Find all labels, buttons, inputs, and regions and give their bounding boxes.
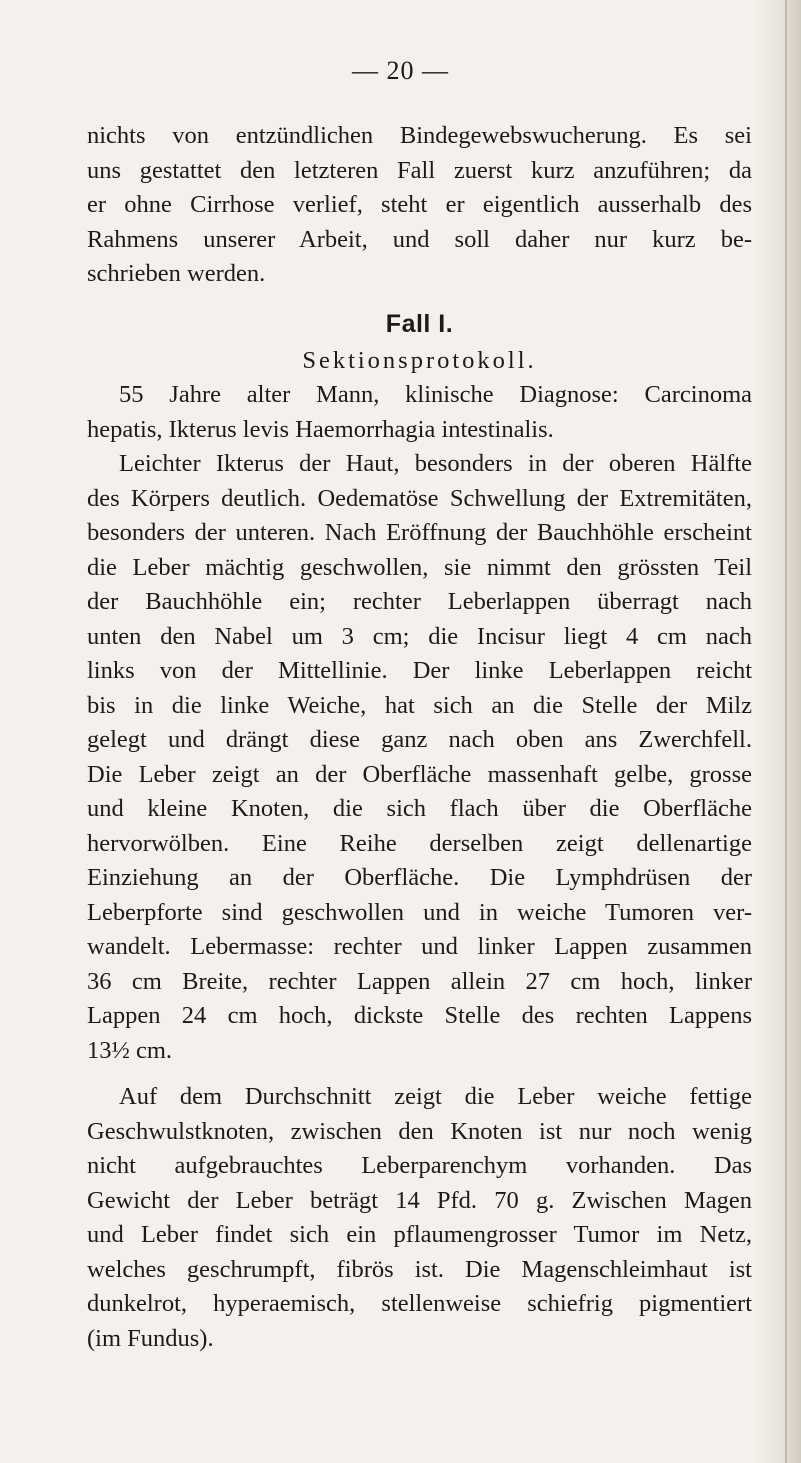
spacer (87, 292, 752, 304)
text-line: schrieben werden. (87, 260, 266, 287)
text-line: uns gestattet den letzteren Fall zuerst kurz anzuführen; da (87, 156, 752, 184)
text-line: besonders der unteren. Nach Eröffnung der Bauchhöhle erscheint (87, 519, 752, 546)
text-line: hepatis, Ikterus levis Haemorrhagia intestinalis. (87, 415, 554, 443)
text-line: Lappen 24 cm hoch, dickste Stelle des rechten Lappens (87, 1002, 752, 1029)
text-line: der Bauchhöhle ein; rechter Leberlappen überragt nach (87, 588, 752, 615)
text-line: er ohne Cirrhose verlief, steht er eigentlich ausserhalb des (87, 191, 752, 218)
text-line: Rahmens unserer Arbeit, und soll daher nur kurz be- (87, 225, 752, 253)
paragraph-4 (87, 1080, 752, 1356)
case-heading: Fall I. (385, 309, 454, 338)
text-line: gelegt und drängt diese ganz nach oben ans Zwerchfell. (87, 726, 752, 753)
text-line: nicht aufgebrauchtes Leberparenchym vorhanden. Das (87, 1152, 752, 1179)
text-line: Gewicht der Leber beträgt 14 Pfd. 70 g. Zwischen Magen (87, 1186, 752, 1214)
text-line: nichts von entzündlichen Bindegewebswucherung. Es sei (87, 122, 752, 149)
body-text (87, 119, 752, 1356)
paragraph-2 (87, 378, 752, 447)
text-line: hervorwölben. Eine Reihe derselben zeigt dellenartige (87, 829, 752, 857)
text-line: Geschwulstknoten, zwischen den Knoten ist nur noch wenig (87, 1117, 752, 1145)
page-edge-line (785, 0, 787, 1463)
text-line: 13½ cm. (87, 1036, 173, 1064)
text-line: des Körpers deutlich. Oedematöse Schwellung der Extremitäten, (87, 484, 752, 512)
text-line: Leichter Ikterus der Haut, besonders in der oberen Hälfte (119, 450, 752, 477)
text-line: unten den Nabel um 3 cm; die Incisur liegt 4 cm nach (87, 622, 752, 650)
text-line: (im Fundus). (87, 1324, 214, 1352)
page-edge-shadow (753, 0, 801, 1463)
text-line: links von der Mittellinie. Der linke Leberlappen reicht (87, 657, 752, 684)
paragraph-1 (87, 119, 752, 292)
text-line: Auf dem Durchschnitt zeigt die Leber weiche fettige (119, 1083, 752, 1110)
text-line: und Leber findet sich ein pflaumengrosser Tumor im Netz, (87, 1221, 752, 1248)
text-line: Leberpforte sind geschwollen und in weiche Tumoren ver- (87, 898, 752, 926)
text-line: dunkelrot, hyperaemisch, stellenweise schiefrig pigmentiert (87, 1290, 752, 1317)
text-line: wandelt. Lebermasse: rechter und linker Lappen zusammen (87, 933, 752, 960)
text-line: 55 Jahre alter Mann, klinische Diagnose: Carcinoma (119, 381, 752, 408)
text-line: Die Leber zeigt an der Oberfläche massenhaft gelbe, grosse (87, 760, 752, 788)
text-line: und kleine Knoten, die sich flach über die Oberfläche (87, 795, 752, 822)
text-line: 36 cm Breite, rechter Lappen allein 27 cm hoch, linker (87, 967, 752, 995)
paragraph-3 (87, 447, 752, 1068)
page-number: — 20 — (352, 56, 449, 85)
text-line: die Leber mächtig geschwollen, sie nimmt den grössten Teil (87, 553, 752, 581)
section-subheading: Sektionsprotokoll. (302, 346, 537, 374)
text-line: bis in die linke Weiche, hat sich an die Stelle der Milz (87, 691, 752, 719)
spacer (87, 1068, 752, 1080)
text-line: welches geschrumpft, fibrös ist. Die Magenschleimhaut ist (87, 1255, 752, 1283)
text-line: Einziehung an der Oberfläche. Die Lymphdrüsen der (87, 864, 752, 891)
